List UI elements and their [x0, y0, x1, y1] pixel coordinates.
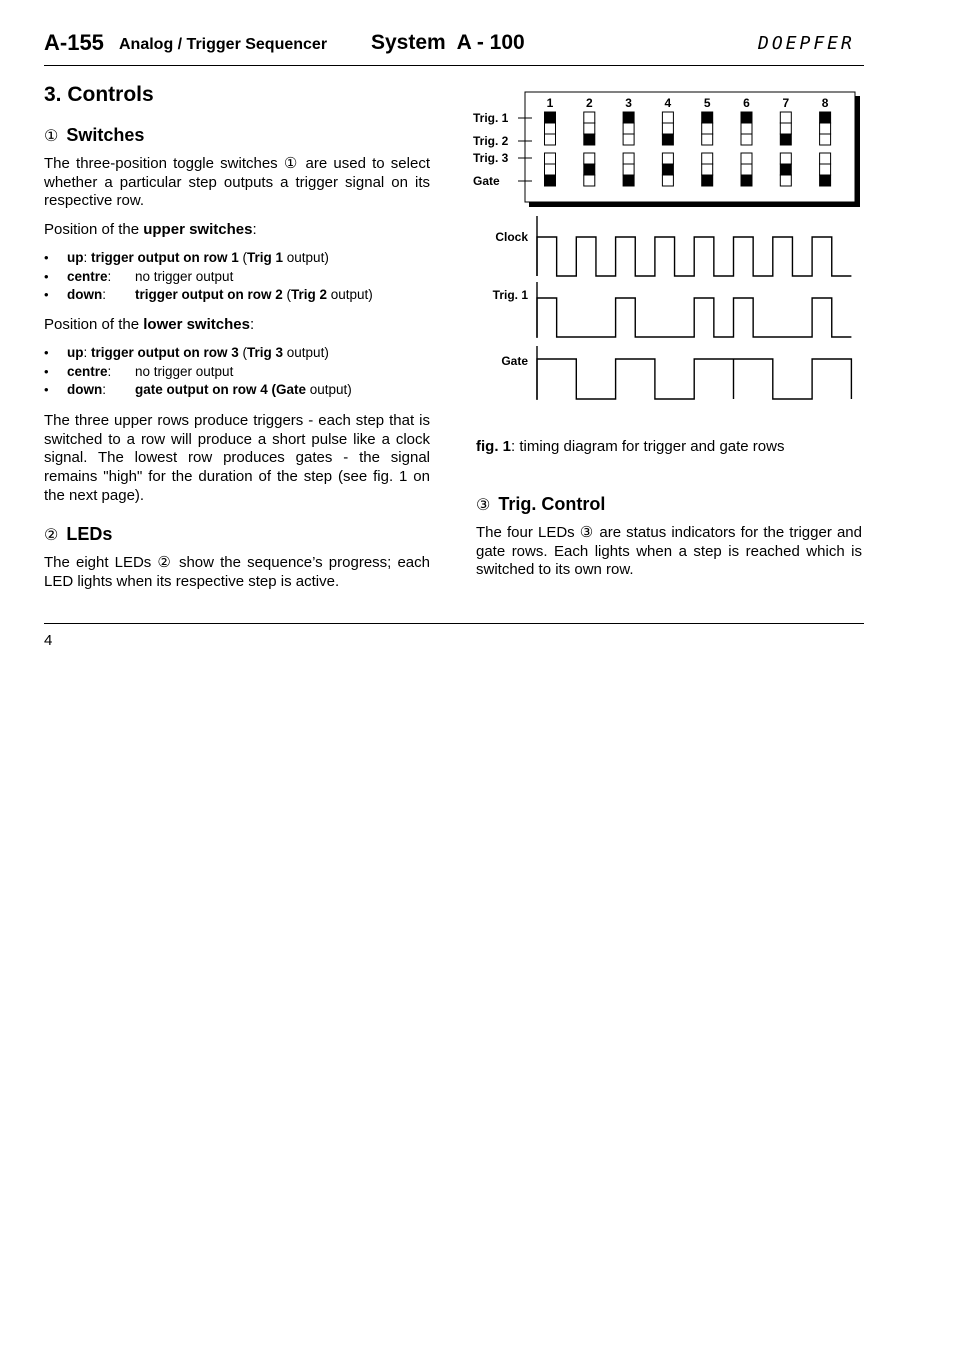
- upper-lead-bold: upper switches: [143, 221, 253, 238]
- upper-switch-cell: [780, 123, 791, 134]
- lower-switch-cell: [545, 175, 556, 186]
- lower-switch-cell: [623, 175, 634, 186]
- item-paren-bold: Trig 2: [291, 287, 328, 303]
- step-number: 5: [703, 96, 711, 110]
- upper-switch-cell: [545, 134, 556, 145]
- trig-control-heading-text: Trig. Control: [498, 494, 606, 514]
- lower-switch-cell: [780, 153, 791, 164]
- switches-number: ①: [44, 128, 59, 145]
- timing-diagram: [466, 86, 866, 406]
- item-rest: output): [327, 287, 373, 303]
- leds-heading: [44, 524, 112, 545]
- trig1-waveform: [537, 298, 851, 337]
- list-item: [44, 344, 352, 363]
- list-item: [44, 249, 373, 268]
- item-rest: no trigger output: [135, 363, 234, 379]
- upper-switch-cell: [623, 123, 634, 134]
- item-sep: :: [107, 268, 112, 284]
- item-bold: trigger output on row 3: [91, 345, 239, 360]
- upper-switches-list: [44, 249, 373, 305]
- item-bold: gate output on row 4 (Gate: [135, 382, 306, 398]
- upper-switch-cell: [545, 123, 556, 134]
- item-paren: (: [238, 250, 248, 265]
- item-bold: trigger output on row 1: [91, 250, 239, 265]
- model-title: A-155: [44, 30, 104, 55]
- trig-control-text: The four LEDs ③ are status indicators for the trigger and gate rows. Each lights when a step is reached which is switched to its own row.: [476, 524, 862, 579]
- row-label: Gate: [473, 174, 500, 188]
- upper-switch-cell: [741, 123, 752, 134]
- item-paren-bold: Trig 1: [247, 250, 284, 265]
- lower-switch-cell: [702, 153, 713, 164]
- item-sep: :: [83, 250, 92, 265]
- upper-switch-cell: [780, 112, 791, 123]
- upper-switch-cell: [662, 123, 673, 134]
- item-rest: no trigger output: [135, 268, 234, 284]
- list-item: [44, 286, 373, 305]
- lower-switch-cell: [584, 175, 595, 186]
- step-number: 1: [546, 96, 554, 110]
- lower-switch-cell: [820, 153, 831, 164]
- lower-switch-cell: [702, 164, 713, 175]
- lower-switch-cell: [820, 175, 831, 186]
- system-title: System A - 100: [371, 31, 525, 54]
- upper-switch-cell: [820, 134, 831, 145]
- upper-switch-cell: [662, 134, 673, 145]
- lower-switch-cell: [584, 153, 595, 164]
- figure-caption-text: : timing diagram for trigger and gate rows: [511, 438, 785, 455]
- lower-switch-cell: [623, 164, 634, 175]
- signal-label: Clock: [495, 230, 528, 244]
- lower-switch-cell: [820, 164, 831, 175]
- figure-caption: [476, 438, 784, 455]
- lower-lead-post: :: [249, 316, 255, 333]
- switches-intro: The three-position toggle switches ① are used to select whether a particular step outputs a trigger signal on its respective row.: [44, 155, 430, 210]
- upper-switch-cell: [545, 112, 556, 123]
- item-rest: output): [283, 345, 329, 360]
- item-key: down: [67, 382, 103, 398]
- upper-lead-post: :: [252, 221, 257, 238]
- upper-switch-cell: [584, 112, 595, 123]
- row-label: Trig. 2: [473, 134, 509, 148]
- lower-switches-lead: [44, 316, 254, 333]
- upper-switch-cell: [584, 123, 595, 134]
- item-key: up: [67, 250, 84, 265]
- brand-logo: DOEPFER: [758, 33, 855, 54]
- upper-switch-cell: [623, 112, 634, 123]
- step-number: 4: [664, 96, 672, 110]
- lower-switch-cell: [780, 164, 791, 175]
- item-bold: trigger output on row 2: [135, 287, 283, 303]
- leds-number: ②: [44, 527, 59, 544]
- trig-control-number: ③: [476, 497, 491, 514]
- upper-switch-cell: [741, 134, 752, 145]
- lower-switch-cell: [741, 175, 752, 186]
- item-key: centre: [67, 363, 108, 379]
- step-number: 7: [782, 96, 790, 110]
- item-sep: :: [107, 363, 112, 379]
- item-paren: (: [238, 345, 248, 360]
- section-title: 3. Controls: [44, 83, 154, 106]
- lower-switch-cell: [545, 153, 556, 164]
- switches-heading: [44, 125, 144, 146]
- row-label: Trig. 1: [473, 111, 509, 125]
- item-paren: (: [282, 287, 291, 303]
- model-subtitle: Analog / Trigger Sequencer: [119, 36, 328, 53]
- item-sep: :: [102, 287, 107, 303]
- upper-lead-pre: Position of the: [44, 221, 144, 238]
- upper-switch-cell: [702, 123, 713, 134]
- header-rule: [44, 65, 864, 66]
- upper-switch-cell: [584, 134, 595, 145]
- panel-box: [525, 92, 855, 202]
- switches-heading-text: Switches: [66, 125, 145, 145]
- step-number: 6: [743, 96, 750, 110]
- signal-label: Trig. 1: [492, 288, 528, 302]
- step-number: 8: [821, 96, 829, 110]
- row-label: Trig. 3: [473, 151, 509, 165]
- item-rest: output): [306, 382, 352, 398]
- upper-switch-cell: [702, 112, 713, 123]
- lower-switch-cell: [545, 164, 556, 175]
- upper-switch-cell: [820, 112, 831, 123]
- signal-waveforms: [493, 216, 852, 400]
- item-paren-bold: Trig 3: [247, 345, 284, 360]
- lower-switch-cell: [584, 164, 595, 175]
- step-number: 2: [585, 96, 593, 110]
- leds-text: The eight LEDs ② show the sequence’s progress; each LED lights when its respective step is active.: [44, 554, 430, 590]
- upper-switch-cell: [780, 134, 791, 145]
- clock-waveform: [537, 237, 851, 276]
- leds-heading-text: LEDs: [66, 524, 113, 544]
- item-key: down: [67, 287, 103, 303]
- signal-label: Gate: [501, 354, 528, 368]
- trig-control-heading: [476, 494, 605, 515]
- lower-switch-cell: [623, 153, 634, 164]
- lower-switch-cell: [741, 153, 752, 164]
- item-sep: :: [102, 382, 107, 398]
- upper-switches-lead: [44, 221, 257, 238]
- figure-caption-label: fig. 1: [476, 438, 512, 455]
- lower-lead-bold: lower switches: [143, 316, 250, 333]
- list-item: [44, 363, 352, 382]
- lower-lead-pre: Position of the: [44, 316, 144, 333]
- list-item: [44, 381, 352, 400]
- lower-switch-cell: [662, 153, 673, 164]
- upper-switch-cell: [623, 134, 634, 145]
- upper-switch-cell: [741, 112, 752, 123]
- item-key: centre: [67, 268, 108, 284]
- item-sep: :: [83, 345, 92, 360]
- step-number: 3: [625, 96, 632, 110]
- item-key: up: [67, 345, 84, 360]
- footer-rule: [44, 623, 864, 624]
- upper-switch-cell: [820, 123, 831, 134]
- upper-switch-cell: [702, 134, 713, 145]
- item-rest: output): [283, 250, 329, 265]
- page-number: 4: [44, 632, 53, 649]
- lower-switches-list: [44, 344, 352, 400]
- switches-closing: The three upper rows produce triggers - each step that is switched to a row will produce a short pulse like a clock signal. The lowest row produces gates - the signal remains "high" for the duration of the step (see fig. 1 on the next page).: [44, 412, 430, 504]
- switch-panel: [473, 92, 860, 207]
- lower-switch-cell: [780, 175, 791, 186]
- upper-switch-cell: [662, 112, 673, 123]
- gate-waveform: [537, 359, 851, 399]
- lower-switch-cell: [662, 164, 673, 175]
- lower-switch-cell: [741, 164, 752, 175]
- lower-switch-cell: [702, 175, 713, 186]
- list-item: [44, 268, 373, 287]
- lower-switch-cell: [662, 175, 673, 186]
